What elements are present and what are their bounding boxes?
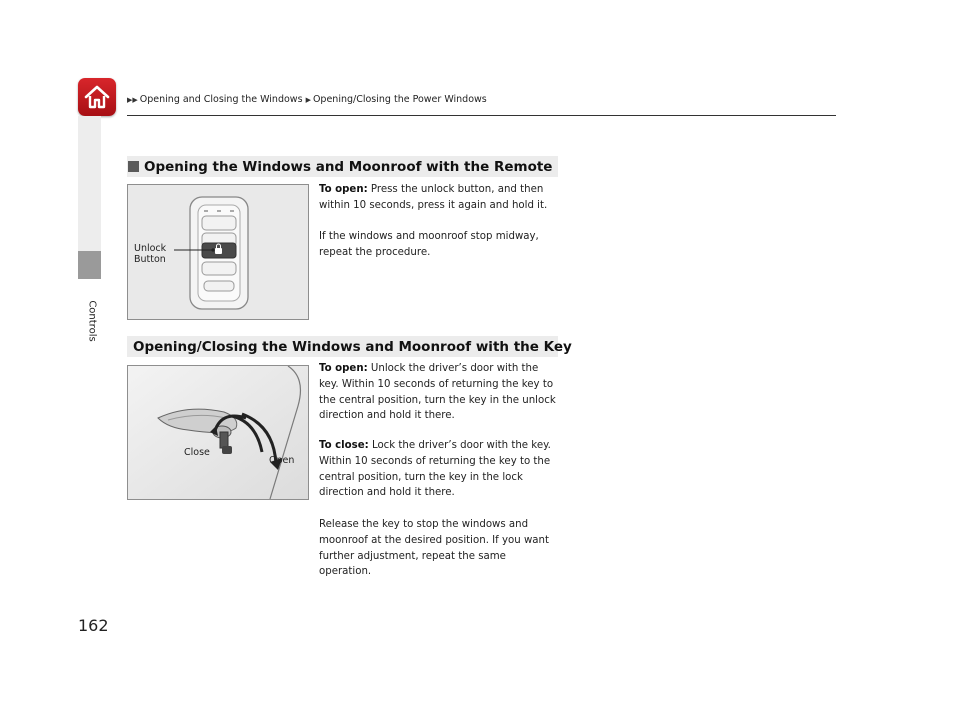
unlock-button-label (134, 243, 166, 265)
key-release-paragraph: Release the key to stop the windows and moonroof at the desired position. If you want further adjustment, repeat the same operation. (319, 519, 549, 578)
triangle-right-icon: ▶ (305, 96, 311, 104)
key-close-paragraph (319, 438, 559, 501)
remote-midway-paragraph: If the windows and moonroof stop midway, repeat the procedure. (319, 231, 539, 258)
door-handle-key-illustration (128, 366, 308, 499)
home-button[interactable] (78, 78, 116, 116)
remote-open-paragraph (319, 182, 559, 214)
section-title: Opening/Closing the Windows and Moonroof with the Key (133, 338, 572, 355)
to-open-label: To open: (319, 184, 368, 195)
remote-open-text: Press the unlock button, and then within 10 seconds, press it again and hold it. (319, 184, 548, 211)
breadcrumb-link-windows[interactable]: Opening and Closing the Windows (139, 94, 303, 105)
to-open-label: To open: (319, 363, 368, 374)
section-title: Opening the Windows and Moonroof with the Remote (144, 158, 553, 175)
unlock-button-label-line1: Unlock (134, 243, 167, 254)
door-key-figure (127, 365, 309, 500)
breadcrumb (127, 94, 487, 105)
triangle-right-icon: ▶▶ (127, 96, 138, 104)
page-number: 162 (78, 616, 109, 635)
square-bullet-icon (128, 161, 139, 172)
section-header-remote (127, 156, 558, 177)
key-open-paragraph (319, 361, 559, 424)
unlock-button-label-line2: Button (134, 254, 166, 265)
section-header-key (127, 336, 572, 357)
key-close-text: Lock the driver’s door with the key. Within 10 seconds of returning the key to the central position, turn the key in the lock direction and hold it there. (319, 440, 551, 499)
breadcrumb-current: Opening/Closing the Power Windows (312, 94, 487, 105)
close-label: Close (184, 447, 210, 458)
side-tab-marker[interactable] (78, 251, 101, 279)
home-icon (83, 84, 111, 110)
key-open-text: Unlock the driver’s door with the key. Within 10 seconds of returning the key to the central position, turn the key in the unlock direction and hold it there. (319, 363, 556, 422)
side-tab-band (78, 116, 101, 251)
side-tab-label: Controls (86, 300, 98, 342)
to-close-label: To close: (319, 440, 369, 451)
header-rule (127, 115, 836, 116)
open-label: Open (269, 455, 295, 466)
remote-figure (127, 184, 309, 320)
